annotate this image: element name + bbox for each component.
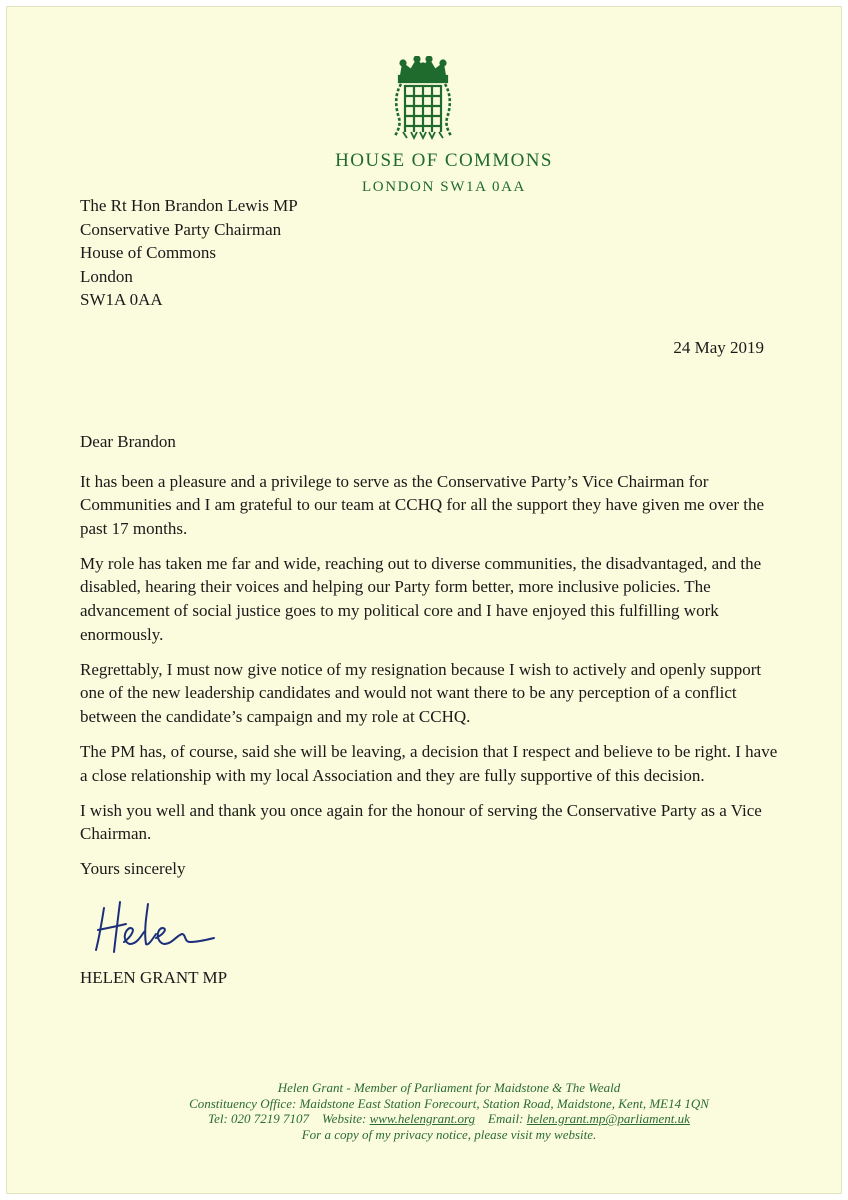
body-paragraph: My role has taken me far and wide, reaching out to diverse communities, the disadvantaged, and the disabled, hearing their voices and helping our Party form better, more inclusive policies. The advancement of social justice goes to my political core and I have enjoyed this fulfilling work enormously. bbox=[80, 553, 762, 644]
footer-email-label: Email: bbox=[488, 1111, 524, 1127]
footer-contact-line bbox=[56, 1111, 842, 1127]
footer-website-label: Website: bbox=[322, 1111, 367, 1127]
body-paragraph: I wish you well and thank you once again for the honour of serving the Conservative Party as a Vice Chairman. bbox=[80, 800, 762, 844]
footer-office-line: Constituency Office: Maidstone East Station Forecourt, Station Road, Maidstone, Kent, ME14 1QN bbox=[189, 1095, 709, 1111]
salutation: Dear Brandon bbox=[80, 432, 176, 451]
letterhead-subtitle: LONDON SW1A 0AA bbox=[362, 179, 526, 195]
signer-name: HELEN GRANT MP bbox=[80, 968, 228, 987]
footer-website-link[interactable]: www.helengrant.org bbox=[369, 1111, 476, 1127]
letter-footer bbox=[6, 1080, 842, 1142]
footer-mp-line: Helen Grant - Member of Parliament for Maidstone & The Weald bbox=[277, 1080, 621, 1095]
footer-privacy-line: For a copy of my privacy notice, please visit my website. bbox=[301, 1126, 597, 1142]
letter-body bbox=[80, 430, 780, 893]
address-line: The Rt Hon Brandon Lewis MP bbox=[80, 196, 298, 215]
address-line: Conservative Party Chairman bbox=[80, 219, 282, 239]
letterhead-title: HOUSE OF COMMONS bbox=[335, 150, 553, 171]
address-line: London bbox=[80, 266, 133, 286]
body-paragraph: The PM has, of course, said she will be leaving, a decision that I respect and believe to be right. I have a close relationship with my local Association and they are fully supportive of this decision. bbox=[80, 742, 778, 785]
recipient-address bbox=[80, 194, 298, 312]
footer-email-link[interactable]: helen.grant.mp@parliament.uk bbox=[526, 1111, 690, 1127]
address-line: House of Commons bbox=[80, 243, 216, 262]
closing: Yours sincerely bbox=[80, 859, 186, 879]
letter-date: 24 May 2019 bbox=[673, 338, 764, 357]
portcullis-crest-icon bbox=[391, 56, 455, 142]
body-paragraph: Regrettably, I must now give notice of my resignation because I wish to actively and openly support one of the new leadership candidates and would not want there to be any perception of a conflict between the candidate’s campaign and my role at CCHQ. bbox=[80, 659, 762, 726]
footer-tel: Tel: 020 7219 7107 bbox=[208, 1111, 310, 1127]
letter-page bbox=[6, 6, 842, 1194]
body-paragraph: It has been a pleasure and a privilege to serve as the Conservative Party’s Vice Chairman for Communities and I am grateful to our team at CCHQ for all the support they have given me over the past 17 months. bbox=[80, 471, 765, 538]
address-line: SW1A 0AA bbox=[80, 290, 163, 309]
handwritten-signature bbox=[90, 898, 220, 958]
